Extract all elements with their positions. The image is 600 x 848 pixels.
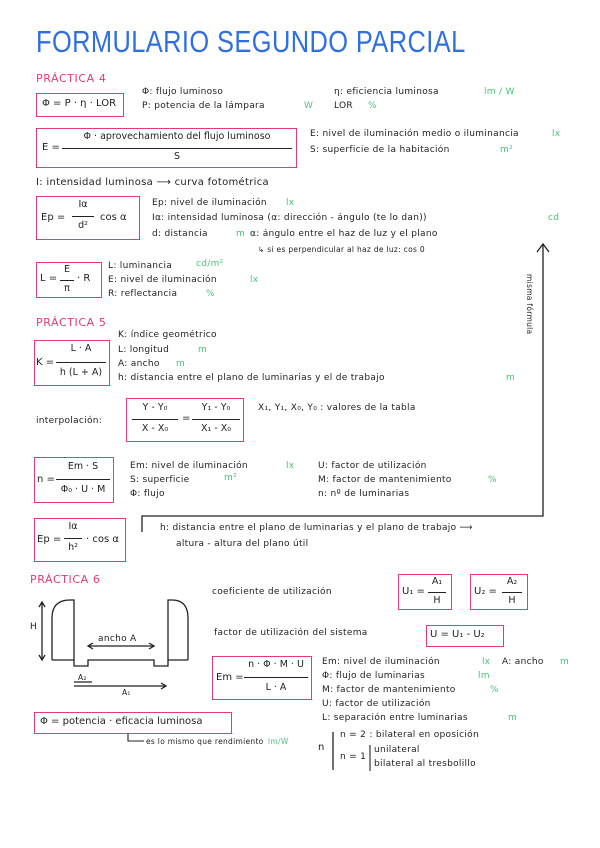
unit-lm-w-6: lm/W xyxy=(268,737,289,746)
formula-k-lhs: K = xyxy=(36,357,55,368)
def-a-ancho: A: ancho xyxy=(502,657,544,667)
def-altura: altura - altura del plano útil xyxy=(176,539,309,549)
def-h: h: distancia entre el plano de luminarias y el de trabajo xyxy=(118,373,385,383)
unit-pct-2: % xyxy=(206,289,215,299)
n-opt-1: n = 1 xyxy=(340,752,367,762)
def-l: L: luminancia xyxy=(108,261,173,271)
interp-num-1: Y - Y₀ xyxy=(142,402,168,413)
unit-pct-m: % xyxy=(488,475,497,485)
unit-lx-3: lx xyxy=(250,275,259,285)
unit-lx-2: lx xyxy=(286,198,295,208)
formula-l-den: π xyxy=(64,283,70,294)
unit-m: m xyxy=(236,229,246,239)
interp-eq: = xyxy=(182,413,191,424)
interp-note: X₁, Y₁, X₀, Y₀ : valores de la tabla xyxy=(258,403,416,413)
def-flujo-2: Φ: flujo xyxy=(130,489,165,499)
def-r: R: reflectancia xyxy=(108,289,178,299)
note-perpendicular: ↳ si es perpendicular al haz de luz: cos 0 xyxy=(258,245,425,254)
def-ancho: A: ancho xyxy=(118,359,160,369)
def-eficiencia: η: eficiencia luminosa xyxy=(334,87,439,97)
unit-m-l: m xyxy=(198,345,208,355)
def-e-2: E: nivel de iluminación xyxy=(108,275,217,285)
formula-sistema: U = U₁ - U₂ xyxy=(430,629,485,640)
coeficiente-label: coeficiente de utilización xyxy=(212,587,332,597)
formula-phi: Φ = potencia · eficacia luminosa xyxy=(40,716,203,727)
n-opt-unilateral: unilateral xyxy=(374,745,420,755)
unit-m2-s: m² xyxy=(224,473,237,483)
unit-cd-m2: cd/m² xyxy=(196,259,224,269)
def-n: n: nº de luminarias xyxy=(318,489,410,499)
formula-ep2-tail: · cos α xyxy=(86,534,119,545)
formula-u2-den: H xyxy=(508,595,516,606)
def-m: M: factor de mantenimiento xyxy=(318,475,452,485)
def-flujo: Φ: flujo luminoso xyxy=(142,87,224,97)
formula-ep2-lhs: Ep = xyxy=(37,534,62,545)
room-left-wall xyxy=(52,600,74,660)
interp-num-2: Y₁ - Y₀ xyxy=(201,402,231,413)
unit-lm: lm xyxy=(478,671,490,681)
unit-lx-em: lx xyxy=(286,461,295,471)
formula-ep-den: d² xyxy=(78,220,88,231)
unit-cd: cd xyxy=(548,213,560,223)
formula-ep-lhs: Ep = xyxy=(41,212,66,223)
unit-lx-6: lx xyxy=(482,657,491,667)
misma-formula-arrow xyxy=(142,244,543,532)
formula-n-den: Φ₀ · U · M xyxy=(60,484,106,495)
formula-ep-tail: cos α xyxy=(100,212,127,223)
unit-m-6: m xyxy=(508,713,518,723)
unit-m2: m² xyxy=(500,145,513,155)
formula-u1-num: A₁ xyxy=(431,576,443,587)
formula-e-num: Φ · aprovechamiento del flujo luminoso xyxy=(83,131,271,142)
unit-m-a: m xyxy=(176,359,186,369)
unit-m-h: m xyxy=(506,373,516,383)
def-e: E: nivel de iluminación medio o iluminancia xyxy=(310,129,519,139)
def-ialpha: Iα: intensidad luminosa (α: dirección - ángulo (te lo dan)) xyxy=(152,213,427,223)
formula-u2-lhs: U₂ = xyxy=(474,586,497,597)
formula-l-tail: · R xyxy=(77,273,91,284)
def-potencia: P: potencia de la lámpara xyxy=(142,101,265,111)
unit-lm-w: lm / W xyxy=(484,87,515,97)
def-k: K: índice geométrico xyxy=(118,330,217,340)
def-u-6: U: factor de utilización xyxy=(322,699,431,709)
formula-n-lhs: n = xyxy=(37,474,55,485)
formula-e-den: S xyxy=(173,151,181,162)
n-label: n xyxy=(318,742,325,753)
n-opt-2: n = 2 : bilateral en oposición xyxy=(340,730,479,740)
def-phi-6: Φ: flujo de luminarias xyxy=(322,671,426,681)
diagram-ancho-label: ancho A xyxy=(98,634,137,644)
formula-l-num: E xyxy=(63,264,70,275)
diagram-h-label: H xyxy=(30,622,38,632)
formula-l-lhs: L = xyxy=(40,273,58,284)
phi-note: es lo mismo que rendimiento xyxy=(146,737,264,746)
def-superficie: S: superficie xyxy=(130,475,190,485)
section-heading-practica-6: PRÁCTICA 6 xyxy=(30,573,101,586)
interp-den-1: X - X₀ xyxy=(141,423,169,434)
def-longitud: L: longitud xyxy=(118,345,170,355)
unit-lx: lx xyxy=(552,129,561,139)
diagram-a1-label: A₁ xyxy=(122,688,131,697)
def-alpha: α: ángulo entre el haz de luz y el plano xyxy=(250,229,438,239)
unit-pct-6: % xyxy=(490,685,499,695)
page-title: FORMULARIO SEGUNDO PARCIAL xyxy=(36,24,466,59)
unit-pct: % xyxy=(368,101,377,111)
formula-em-den: L · A xyxy=(265,682,287,693)
sistema-label: factor de utilización del sistema xyxy=(214,628,368,638)
section-heading-practica-4: PRÁCTICA 4 xyxy=(36,72,107,85)
formula-k-num: L · A xyxy=(70,343,92,354)
formula-em-num: n · Φ · M · U xyxy=(248,659,304,670)
def-l-6: L: separación entre luminarias xyxy=(322,713,468,723)
room-diagram xyxy=(39,600,188,689)
formula-u1-den: H xyxy=(433,595,441,606)
room-floor xyxy=(52,660,188,666)
def-ep: Ep: nivel de iluminación xyxy=(152,198,267,208)
formula-u1-lhs: U₁ = xyxy=(402,586,425,597)
formula-n-num: Em · S xyxy=(67,461,99,472)
def-h-2: h: distancia entre el plano de luminarias y el plano de trabajo ⟶ xyxy=(160,523,473,533)
intensidad-note: I: intensidad luminosa ⟶ curva fotométrica xyxy=(36,177,269,188)
formula-ep2-num: Iα xyxy=(68,521,78,532)
unit-m-a6: m xyxy=(560,657,570,667)
formula-flujo: Φ = P · η · LOR xyxy=(42,98,117,109)
def-m-6: M: factor de mantenimiento xyxy=(322,685,456,695)
interp-den-2: X₁ - X₀ xyxy=(200,423,232,434)
def-lor: LOR xyxy=(334,101,353,111)
misma-formula-label: misma fórmula xyxy=(525,274,534,335)
formula-e-lhs: E = xyxy=(42,142,60,153)
formula-k-den: h (L + A) xyxy=(59,367,103,378)
formula-ep2-den: h² xyxy=(68,542,78,553)
phi-note-connector xyxy=(128,734,144,741)
unit-w: W xyxy=(304,101,314,111)
interpolacion-label: interpolación: xyxy=(36,416,103,426)
room-right-wall xyxy=(168,600,188,660)
formula-em-lhs: Em = xyxy=(216,672,244,683)
def-em-6: Em: nivel de iluminación xyxy=(322,657,440,667)
formula-u2-num: A₂ xyxy=(506,576,518,587)
def-d: d: distancia xyxy=(152,229,208,239)
def-em: Em: nivel de iluminación xyxy=(130,461,248,471)
n-opt-tresbolillo: bilateral al tresbolillo xyxy=(374,759,476,769)
formula-ep-num: Iα xyxy=(78,199,88,210)
def-u: U: factor de utilización xyxy=(318,461,427,471)
def-s: S: superficie de la habitación xyxy=(310,145,450,155)
diagram-a2-label: A₂ xyxy=(78,673,87,682)
section-heading-practica-5: PRÁCTICA 5 xyxy=(36,316,107,329)
